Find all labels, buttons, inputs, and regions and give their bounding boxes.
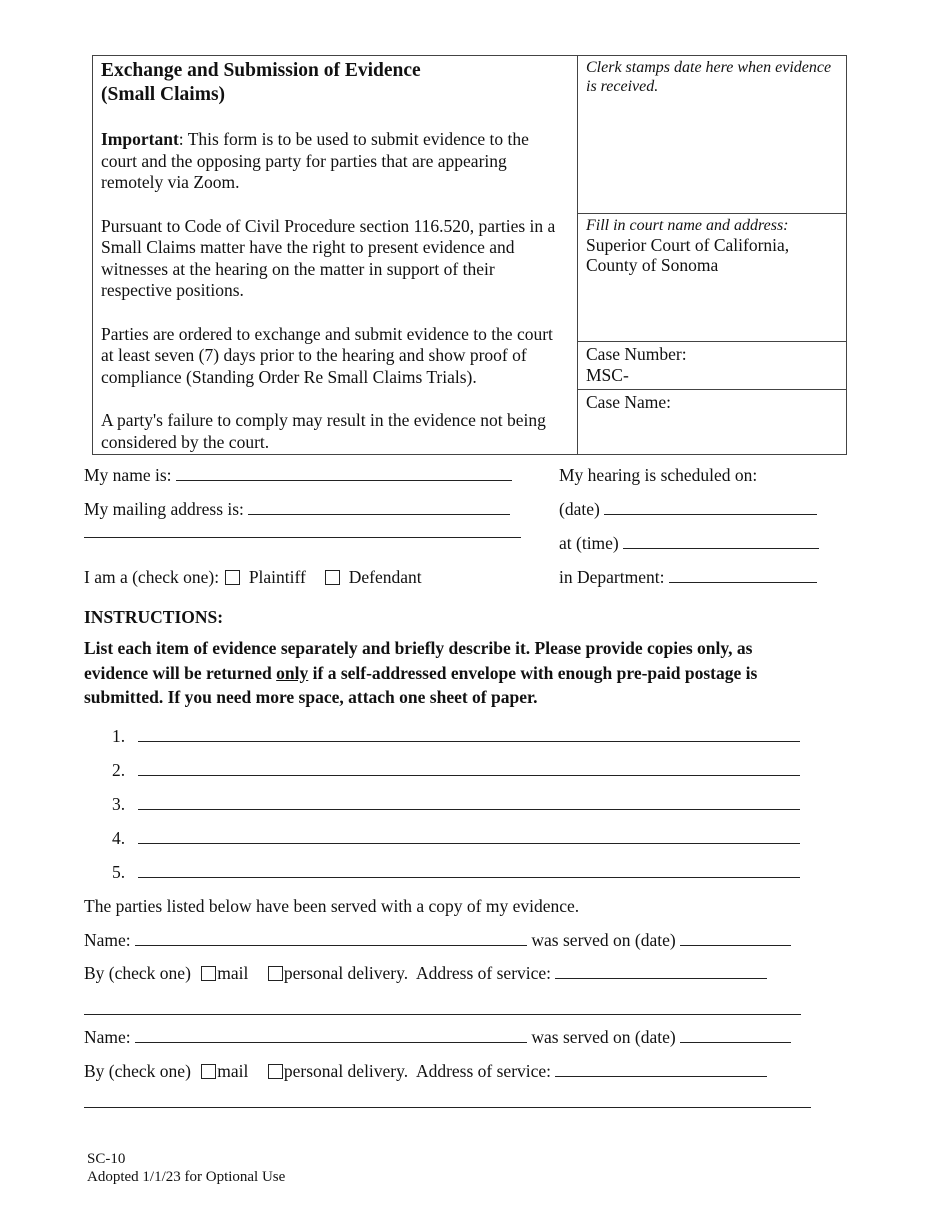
served-date-field[interactable] — [680, 931, 791, 946]
mail-checkbox[interactable] — [201, 1064, 216, 1079]
personal-delivery-checkbox[interactable] — [268, 1064, 283, 1079]
case-number-value: MSC- — [586, 365, 629, 385]
plaintiff-checkbox[interactable] — [225, 570, 240, 585]
hearing-time-row: at (time) — [559, 533, 819, 554]
address-row: My mailing address is: — [84, 499, 510, 520]
evidence-item-field[interactable] — [138, 795, 800, 810]
service-address-field[interactable] — [555, 1062, 767, 1077]
hearing-date-row: (date) — [559, 499, 817, 520]
case-name-box[interactable]: Case Name: — [586, 392, 672, 412]
name-row: My name is: — [84, 465, 512, 486]
evidence-item-field[interactable] — [138, 863, 800, 878]
mail-checkbox[interactable] — [201, 966, 216, 981]
evidence-item-field[interactable] — [138, 727, 800, 742]
department-field[interactable] — [669, 568, 817, 583]
instructions-heading: INSTRUCTIONS: — [84, 607, 224, 627]
defendant-checkbox[interactable] — [325, 570, 340, 585]
clerk-stamp-box: Clerk stamps date here when evidence is received. — [578, 56, 846, 214]
case-number-box[interactable]: Case Number: MSC- — [578, 342, 846, 390]
evidence-item-1: 1. — [112, 726, 800, 747]
service-address-line2[interactable] — [84, 1107, 811, 1108]
address-field[interactable] — [248, 500, 510, 515]
hearing-label: My hearing is scheduled on: — [559, 465, 758, 485]
ordered-paragraph: Parties are ordered to exchange and submit evidence to the court at least seven (7) days prior to the hearing and show proof of compliance (Standing Order Re Small Claims Trials). — [101, 323, 553, 387]
served-name-field[interactable] — [135, 1028, 527, 1043]
failure-paragraph: A party's failure to comply may result in the evidence not being considered by the court. — [101, 410, 546, 452]
form-footer — [87, 1150, 285, 1186]
department-row: in Department: — [559, 567, 817, 588]
served-date-field[interactable] — [680, 1028, 791, 1043]
service-address-field[interactable] — [555, 964, 767, 979]
evidence-item-4: 4. — [112, 828, 800, 849]
role-row: I am a (check one): Plaintiff Defendant — [84, 567, 422, 587]
evidence-item-field[interactable] — [138, 761, 800, 776]
service-address-line2[interactable] — [84, 1014, 801, 1015]
form-id: SC-10 — [87, 1151, 126, 1167]
evidence-item-field[interactable] — [138, 829, 800, 844]
service-method-row-1: By (check one) mail personal delivery. Address of service: — [84, 963, 767, 984]
evidence-item-3: 3. — [112, 794, 800, 815]
pursuant-paragraph: Pursuant to Code of Civil Procedure section 116.520, parties in a Small Claims matter have the right to present evidence and witnesses at the hearing on the matter in support of their respective positions. — [101, 215, 556, 300]
hearing-date-field[interactable] — [604, 500, 817, 515]
adopted-note: Adopted 1/1/23 for Optional Use — [87, 1169, 286, 1185]
name-field[interactable] — [176, 466, 512, 481]
service-name-row-1: Name: was served on (date) — [84, 930, 791, 951]
address-field-line2[interactable] — [84, 537, 521, 538]
header-court-panel — [578, 56, 846, 454]
form-title: Exchange and Submission of Evidence (Small Claims) — [101, 60, 421, 105]
service-name-row-2: Name: was served on (date) — [84, 1027, 791, 1048]
important-paragraph: Important: This form is to be used to submit evidence to the court and the opposing party for parties that are appearing remotely via Zoom. — [101, 129, 529, 192]
hearing-time-field[interactable] — [623, 534, 819, 549]
served-name-field[interactable] — [135, 931, 527, 946]
personal-delivery-checkbox[interactable] — [268, 966, 283, 981]
evidence-item-2: 2. — [112, 760, 800, 781]
header-notice — [93, 56, 578, 454]
court-info-box[interactable]: Fill in court name and address: Superior Court of California, County of Sonoma — [578, 214, 846, 342]
header-table — [92, 55, 847, 455]
evidence-item-5: 5. — [112, 862, 800, 883]
service-method-row-2: By (check one) mail personal delivery. Address of service: — [84, 1061, 767, 1082]
instructions-text: List each item of evidence separately and briefly describe it. Please provide copies only, as evidence will be returned only if a self-addressed envelope with enough pre-paid postage is submitted. If you need more space, attach one sheet of paper. — [84, 638, 758, 707]
service-intro: The parties listed below have been served with a copy of my evidence. — [84, 896, 580, 916]
